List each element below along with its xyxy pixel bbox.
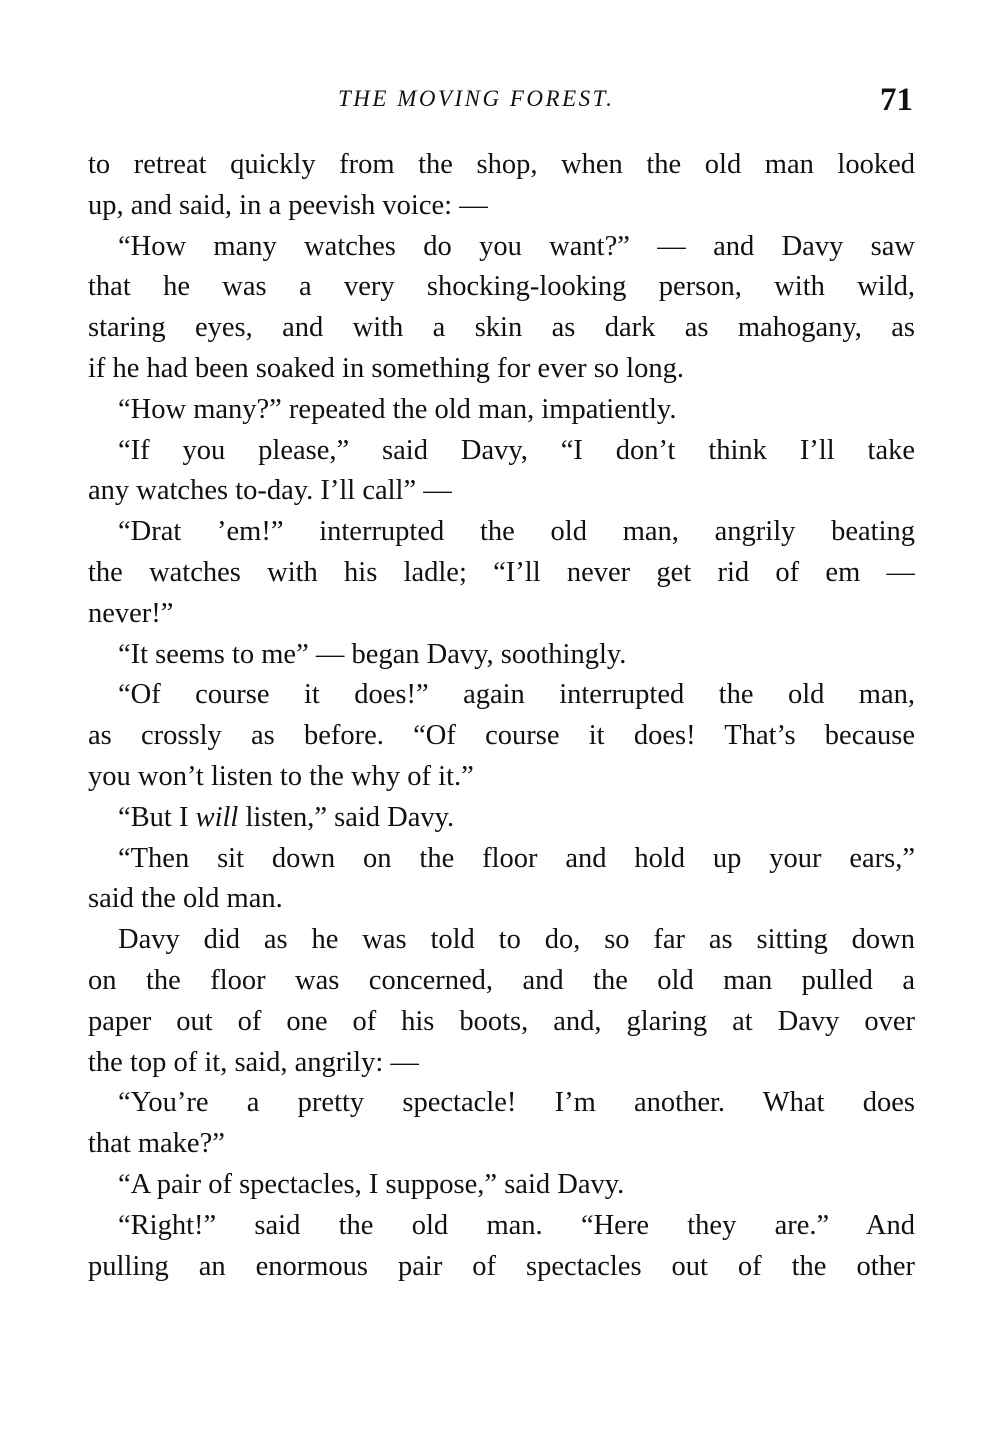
running-title: THE MOVING FOREST. [338, 86, 615, 111]
text-line: the top of it, said, angrily: — [88, 1046, 419, 1078]
text-line: the watches with his ladle; “I’ll never get rid of em — [88, 556, 915, 588]
text-line: “A pair of spectacles, I suppose,” said Davy. [118, 1168, 625, 1200]
text-line: never!” [88, 597, 174, 629]
text-line: that he was a very shocking-looking person, with wild, [88, 271, 915, 303]
text-line: Davy did as he was told to do, so far as sitting down [118, 924, 915, 956]
italic-word: will [195, 801, 239, 833]
text-line: “How many?” repeated the old man, impatiently. [118, 393, 677, 425]
text-line: “Right!” said the old man. “Here they are.” And [118, 1209, 915, 1241]
text-line: that make?” [88, 1128, 225, 1160]
page-number: 71 [880, 82, 913, 118]
text-line: to retreat quickly from the shop, when the old man looked [88, 149, 915, 180]
text-line: if he had been soaked in something for ever so long. [88, 352, 684, 384]
text-line: “If you please,” said Davy, “I don’t think I’ll take [118, 434, 915, 466]
text-line: “It seems to me” — began Davy, soothingly. [118, 638, 627, 670]
text-line: “Then sit down on the floor and hold up your ears,” [118, 842, 915, 874]
text-line: “You’re a pretty spectacle! I’m another. What does [118, 1087, 915, 1119]
text-line: “How many watches do you want?” — and Davy saw [118, 230, 915, 262]
body-text [88, 145, 915, 1287]
text-line: “Of course it does!” again interrupted the old man, [118, 679, 915, 711]
text-line: pulling an enormous pair of spectacles out of the other [88, 1250, 915, 1282]
text-line: said the old man. [88, 883, 283, 915]
text-line: on the floor was concerned, and the old man pulled a [88, 964, 915, 996]
text-line: paper out of one of his boots, and, glaring at Davy over [88, 1005, 915, 1037]
text-line [88, 798, 915, 839]
text-line: staring eyes, and with a skin as dark as mahogany, as [88, 312, 915, 344]
text-line: “Drat ’em!” interrupted the old man, angrily beating [118, 516, 915, 548]
page-header [0, 82, 994, 120]
text-line: up, and said, in a peevish voice: — [88, 189, 488, 221]
text-line: you won’t listen to the why of it.” [88, 760, 474, 792]
text-line: any watches to-day. I’ll call” — [88, 475, 452, 507]
text-line: as crossly as before. “Of course it does! That’s because [88, 720, 915, 752]
text-segment: “But I [118, 801, 196, 833]
text-segment: listen,” said Davy. [238, 801, 455, 833]
